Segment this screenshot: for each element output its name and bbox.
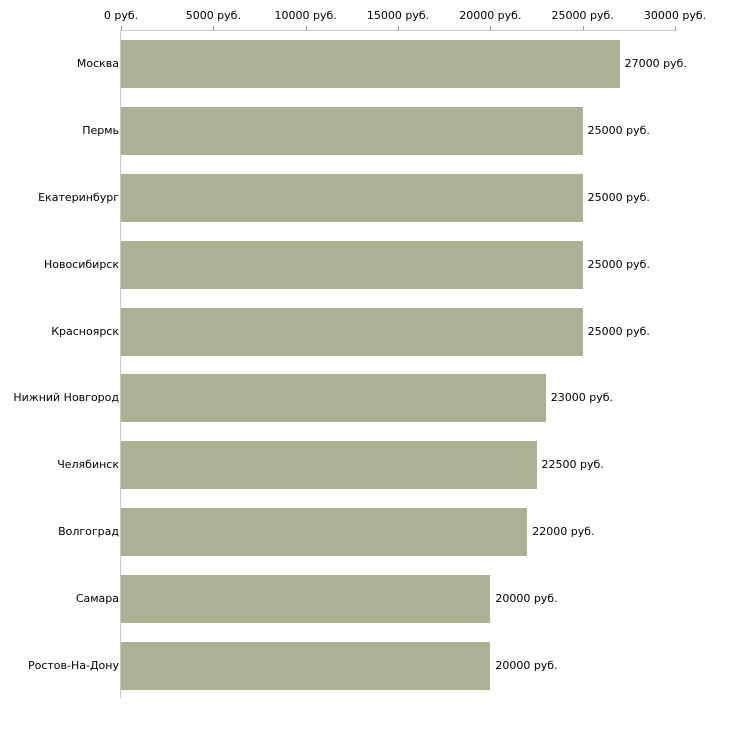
bar bbox=[121, 441, 537, 489]
chart-row bbox=[0, 165, 730, 232]
bar-value-label: 25000 руб. bbox=[587, 324, 650, 338]
chart-row bbox=[0, 31, 730, 98]
bar-value-label: 23000 руб. bbox=[550, 391, 613, 405]
category-label: Нижний Новгород bbox=[13, 391, 119, 405]
category-label: Красноярск bbox=[51, 324, 119, 338]
bar-value-label: 22000 руб. bbox=[532, 524, 595, 538]
bar bbox=[121, 308, 583, 356]
category-label: Екатеринбург bbox=[38, 190, 119, 204]
chart-row bbox=[0, 98, 730, 165]
bar bbox=[121, 174, 583, 222]
category-label: Челябинск bbox=[57, 458, 119, 472]
bar bbox=[121, 508, 527, 556]
chart-row bbox=[0, 432, 730, 499]
chart-row bbox=[0, 499, 730, 566]
bar-value-label: 27000 руб. bbox=[624, 57, 687, 71]
bar bbox=[121, 40, 620, 88]
category-label: Ростов-На-Дону bbox=[27, 658, 119, 672]
bar-value-label: 20000 руб. bbox=[495, 658, 558, 672]
chart-row bbox=[0, 632, 730, 699]
bar-value-label: 20000 руб. bbox=[495, 591, 558, 605]
chart-row bbox=[0, 565, 730, 632]
bar bbox=[121, 642, 490, 690]
chart-row bbox=[0, 298, 730, 365]
x-axis-tick-label: 10000 руб. bbox=[274, 9, 337, 22]
bar bbox=[121, 575, 490, 623]
chart-row bbox=[0, 365, 730, 432]
x-axis-tick-label: 20000 руб. bbox=[459, 9, 522, 22]
bar-value-label: 22500 руб. bbox=[541, 458, 604, 472]
x-axis-tick-label: 5000 руб. bbox=[185, 9, 241, 22]
bar bbox=[121, 241, 583, 289]
x-axis-tick-label: 30000 руб. bbox=[643, 9, 707, 22]
bar-value-label: 25000 руб. bbox=[587, 124, 650, 138]
chart-row bbox=[0, 231, 730, 298]
category-label: Новосибирск bbox=[43, 257, 119, 271]
bar-value-label: 25000 руб. bbox=[587, 257, 650, 271]
bar bbox=[121, 374, 546, 422]
x-axis-tick-label: 25000 руб. bbox=[551, 9, 614, 22]
category-label: Самара bbox=[75, 591, 119, 605]
x-axis-tick-label: 15000 руб. bbox=[366, 9, 430, 22]
x-axis-tick-label: 0 руб. bbox=[103, 9, 139, 22]
plot-area bbox=[0, 31, 730, 699]
category-label: Москва bbox=[76, 57, 119, 71]
x-axis bbox=[0, 0, 730, 30]
bar bbox=[121, 107, 583, 155]
category-label: Пермь bbox=[82, 124, 119, 138]
category-label: Волгоград bbox=[58, 524, 119, 538]
bar-value-label: 25000 руб. bbox=[587, 190, 650, 204]
